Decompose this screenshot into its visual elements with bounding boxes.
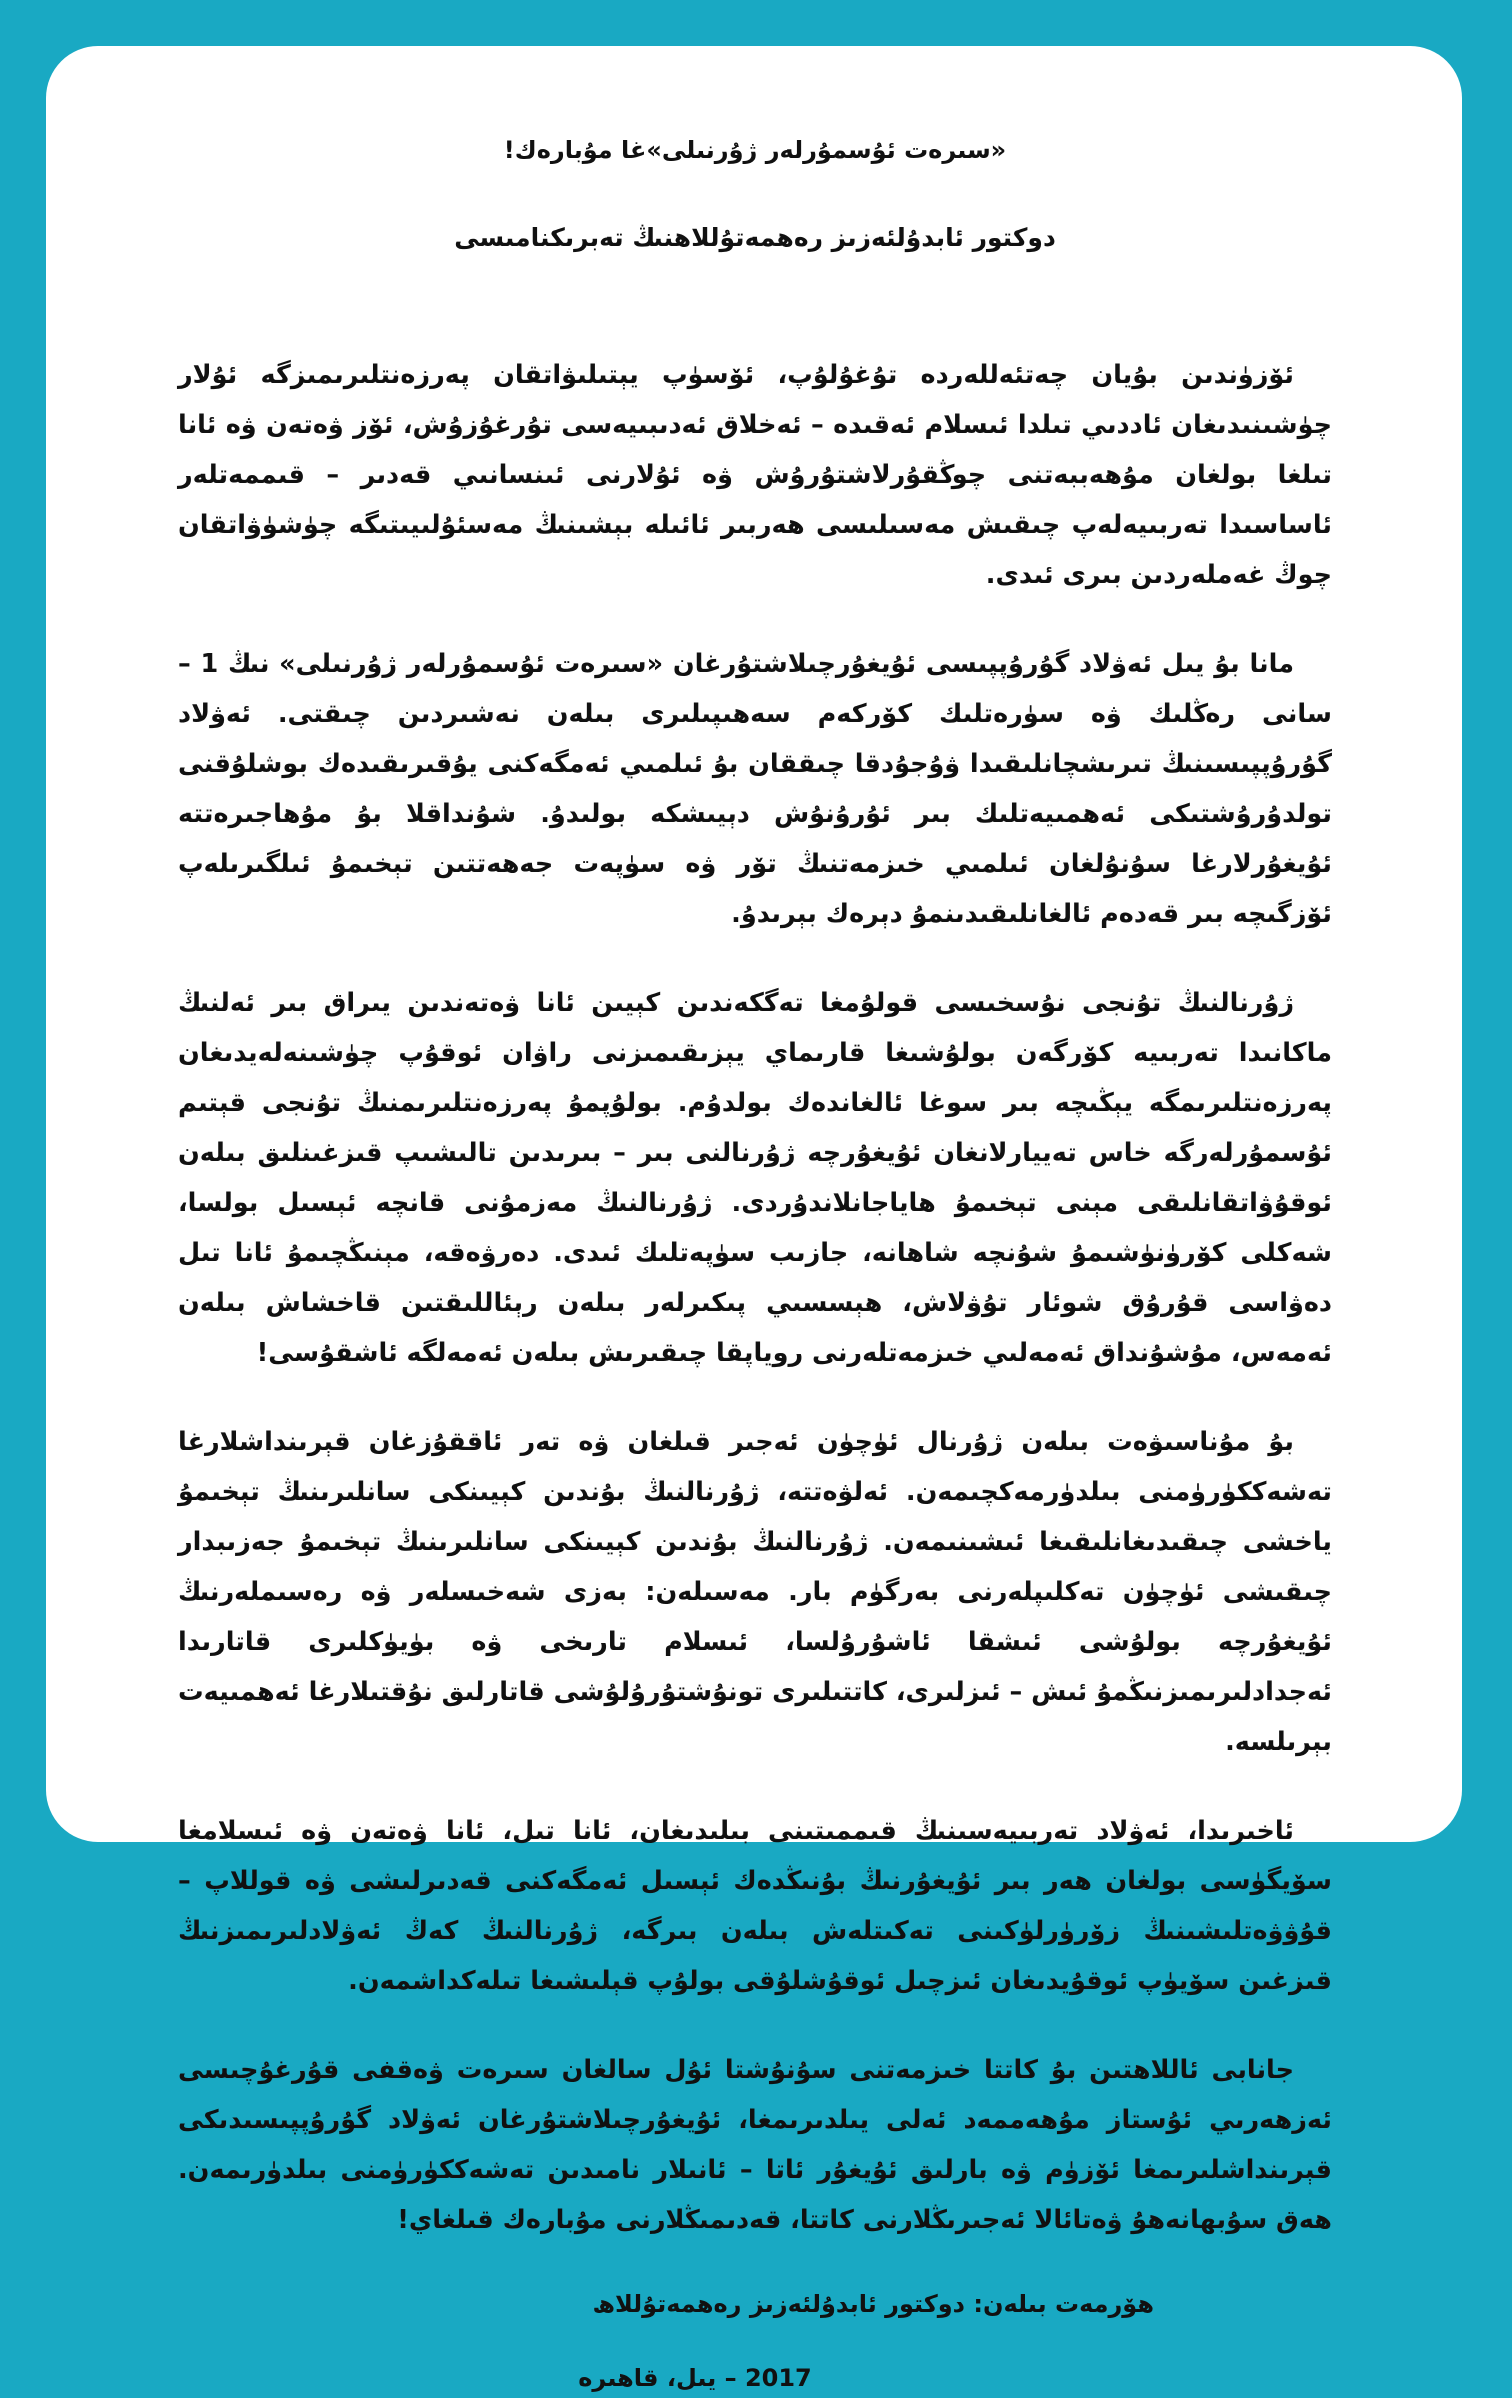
document-body (178, 350, 1332, 2245)
page-frame (46, 46, 1462, 2392)
paragraph-1: ئۆزۈندىن بۇيان چەتئەللەردە تۇغۇلۇپ، ئۆسۈپ يېتىلىۋاتقان پەرزەنتلىرىمىزگە ئۇلار چۈشىنىدىغان ئاددىي تىلدا ئىسلام ئەقىدە – ئەخلاق ئەدىبىيەسى تۇرغۇزۇش، ئۆز ۋەتەن ۋە ئانا تىلغا بولغان مۇھەببەتنى چوڭقۇرلاشتۇرۇش ۋە ئۇلارنى ئىنسانىي قەدىر – قىممەتلەر ئاساسىدا تەربىيەلەپ چىقىش مەسىلىسى ھەربىر ئائىلە بېشىنىڭ مەسئۇلىيىتىگە چۈشۈۋاتقان چوڭ غەملەردىن بىرى ئىدى. (178, 360, 1332, 590)
document-title: دوكتور ئابدۇلئەزىز رەھمەتۇللاھنىڭ تەبرىكنامىسى (454, 223, 1056, 252)
paragraph-5: ئاخىرىدا، ئەۋلاد تەربىيەسىنىڭ قىممىتىنى بىلىدىغان، ئانا تىل، ئانا ۋەتەن ۋە ئىسلامغا سۆيگۈسى بولغان ھەر بىر ئۇيغۇرنىڭ بۇنىڭدەك ئېسىل ئەمگەكنى قەدىرلىشى ۋە قوللاپ – قۇۋۋەتلىشىنىڭ زۆرۈرلۈكىنى تەكىتلەش بىلەن بىرگە، ژۇرنالنىڭ كەڭ ئەۋلادلىرىمىزنىڭ قىزغىن سۆيۈپ ئوقۇيدىغان ئىزچىل ئوقۇشلۇقى بولۇپ قېلىشىغا تىلەكداشمەن. (178, 1816, 1332, 1996)
document (178, 130, 1332, 2392)
paragraph-2: مانا بۇ يىل ئەۋلاد گۇرۇپپىسى ئۇيغۇرچىلاشتۇرغان «سىرەت ئۇسمۇرلەر ژۇرنىلى» نىڭ 1 – سانى رەڭلىك ۋە سۈرەتلىك كۆركەم سەھىپىلىرى بىلەن نەشىردىن چىقتى. ئەۋلاد گۇرۇپپىسىنىڭ تىرىشچانلىقىدا ۋۇجۇدقا چىققان بۇ ئىلمىي ئەمگەكنى يۇقىرىقىدەك بوشلۇقنى تولدۇرۇشتىكى ئەھمىيەتلىك بىر ئۇرۇنۇش دېيىشكە بولىدۇ. شۇنداقلا بۇ مۇھاجىرەتتە ئۇيغۇرلارغا سۇنۇلغان ئىلمىي خىزمەتنىڭ تۆر ۋە سۈپەت جەھەتتىن تېخىمۇ ئىلگىرىلەپ ئۆزگىچە بىر قەدەم ئالغانلىقىدىنمۇ دېرەك بېرىدۇ. (178, 649, 1332, 929)
date-line: 2017 – يىل، قاھىرە (578, 2364, 812, 2392)
paragraph-3: ژۇرنالنىڭ تۇنجى نۇسخىسى قولۇمغا تەگكەندىن كېيىن ئانا ۋەتەندىن يىراق بىر ئەلنىڭ ماكانىدا تەربىيە كۆرگەن بولۇشىغا قارىماي يېزىقىمىزنى راۋان ئوقۇپ چۈشىنەلەيدىغان پەرزەنتلىرىمگە يېڭىچە بىر سوغا ئالغاندەك بولدۇم. بولۇپمۇ پەرزەنتلىرىمنىڭ تۇنجى قېتىم ئۇسمۇرلەرگە خاس تەييارلانغان ئۇيغۇرچە ژۇرنالنى بىر – بىرىدىن تالىشىپ قىزغىنلىق بىلەن ئوقۇۋاتقانلىقى مېنى تېخىمۇ ھاياجانلاندۇردى. ژۇرنالنىڭ مەزمۇنى قانچە ئېسىل بولسا، شەكلى كۆرۈنۈشىمۇ شۇنچە شاھانە، جازىب سۈپەتلىك ئىدى. دەرۋەقە، مېنىڭچىمۇ ئانا تىل دەۋاسى قۇرۇق شوئار تۇۋلاش، ھېسسىي پىكىرلەر بىلەن رېئاللىقتىن قاخشاش بىلەن ئەمەس، مۇشۇنداق ئەمەلىي خىزمەتلەرنى روياپقا چىقىرىش بىلەن ئەمەلگە ئاشقۇسى! (178, 988, 1332, 1368)
paragraph-6: جانابى ئاللاھتىن بۇ كاتتا خىزمەتنى سۇنۇشتا ئۇل سالغان سىرەت ۋەقفى قۇرغۇچىسى ئەزھەرىي ئۇستاز مۇھەممەد ئەلى يىلدىرىمغا، ئۇيغۇرچىلاشتۇرغان ئەۋلاد گۇرۇپپىسىدىكى قېرىنداشلىرىمغا ئۆزۈم ۋە بارلىق ئۇيغۇر ئاتا – ئانىلار نامىدىن تەشەككۈرۈمنى بىلدۈرىمەن. ھەق سۇبھانەھۇ ۋەتائالا ئەجىرىڭلارنى كاتتا، قەدىمىڭلارنى مۇبارەك قىلغاي! (178, 2055, 1332, 2235)
paragraph-4: بۇ مۇناسىۋەت بىلەن ژۇرنال ئۈچۈن ئەجىر قىلغان ۋە تەر ئاققۇزغان قېرىنداشلارغا تەشەككۈرۈمنى بىلدۈرمەكچىمەن. ئەلۋەتتە، ژۇرنالنىڭ بۇندىن كېيىنكى سانلىرىنىڭ تېخىمۇ ياخشى چىقىدىغانلىقىغا ئىشىنىمەن. ژۇرنالنىڭ بۇندىن كېيىنكى سانلىرىنىڭ تېخىمۇ جەزىبدار چىقىشى ئۈچۈن تەكلىپلەرنى بەرگۈم بار. مەسىلەن: بەزى شەخىسلەر ۋە رەسىملەرنىڭ ئۇيغۇرچە بولۇشى ئىشقا ئاشۇرۇلسا، ئىسلام تارىخى ۋە بۈيۈكلىرى قاتارىدا ئەجدادلىرىمىزنىڭمۇ ئىش – ئىزلىرى، كاتتىلىرى تونۇشتۇرۇلۇشى قاتارلىق نۇقتىلارغا ئەھمىيەت بېرىلسە. (178, 1427, 1332, 1757)
document-header: «سىرەت ئۇسمۇرلەر ژۇرنىلى»غا مۇبارەك! (503, 136, 1007, 164)
signature: ھۆرمەت بىلەن: دوكتور ئابدۇلئەزىز رەھمەتۇللاھ (592, 2290, 1154, 2318)
